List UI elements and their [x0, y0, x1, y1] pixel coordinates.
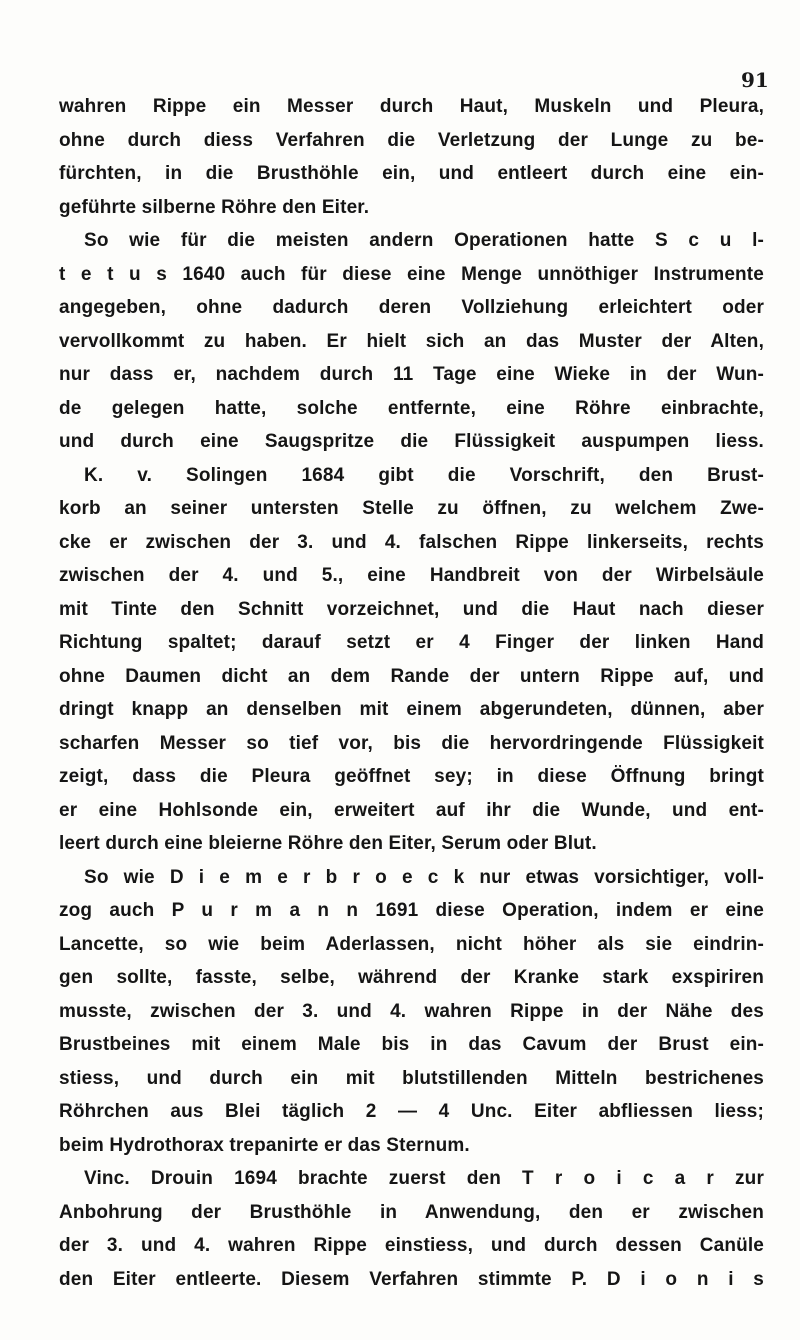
text-line: beim Hydrothorax trepanirte er das Sternum. [59, 1134, 470, 1156]
text-line: Röhrchen aus Blei täglich 2 — 4 Unc. Eiter abfliessen liess; [59, 1101, 764, 1122]
text-line: angegeben, ohne dadurch deren Vollziehung erleichtert oder [59, 297, 764, 318]
text-line: wahren Rippe ein Messer durch Haut, Muskeln und Pleura, [59, 96, 764, 117]
text-line: Anbohrung der Brusthöhle in Anwendung, den er zwischen [59, 1201, 764, 1223]
text-line: stiess, und durch ein mit blutstillenden Mitteln bestrichenes [59, 1067, 764, 1089]
text-line: t e t u s 1640 auch für diese eine Menge unnöthiger Instrumente [59, 263, 764, 285]
body-text [59, 90, 764, 1296]
text-line: musste, zwischen der 3. und 4. wahren Rippe in der Nähe des [59, 1000, 764, 1022]
text-line: Lancette, so wie beim Aderlassen, nicht höher als sie eindrin- [59, 933, 764, 955]
page-number: 91 [741, 68, 769, 92]
text-line: gen sollte, fasste, selbe, während der Kranke stark exspiriren [59, 967, 764, 988]
text-line: der 3. und 4. wahren Rippe einstiess, und durch dessen Canüle [59, 1235, 764, 1256]
text-line: zog auch P u r m a n n 1691 diese Operation, indem er eine [59, 900, 764, 921]
text-line: zwischen der 4. und 5., eine Handbreit von der Wirbelsäule [59, 565, 764, 586]
text-line: de gelegen hatte, solche entfernte, eine Röhre einbrachte, [59, 397, 764, 419]
text-line: korb an seiner untersten Stelle zu öffnen, zu welchem Zwe- [59, 498, 764, 519]
text-line: scharfen Messer so tief vor, bis die hervordringende Flüssigkeit [59, 732, 764, 754]
text-line: cke er zwischen der 3. und 4. falschen Rippe linkerseits, rechts [59, 531, 764, 553]
text-line: ohne Daumen dicht an dem Rande der untern Rippe auf, und [59, 665, 764, 687]
text-line: und durch eine Saugspritze die Flüssigkeit auspumpen liess. [59, 431, 764, 452]
text-line: Brustbeines mit einem Male bis in das Cavum der Brust ein- [59, 1034, 764, 1055]
text-line: mit Tinte den Schnitt vorzeichnet, und die Haut nach dieser [59, 598, 764, 620]
text-line: So wie für die meisten andern Operationen hatte S c u l- [84, 230, 764, 251]
text-line: So wie D i e m e r b r o e c k nur etwas vorsichtiger, voll- [84, 866, 764, 888]
text-line: den Eiter entleerte. Diesem Verfahren stimmte P. D i o n i s [59, 1268, 764, 1290]
text-line: ohne durch diess Verfahren die Verletzung der Lunge zu be- [59, 129, 764, 151]
text-line: er eine Hohlsonde ein, erweitert auf ihr die Wunde, und ent- [59, 799, 764, 821]
text-line: nur dass er, nachdem durch 11 Tage eine Wieke in der Wun- [59, 364, 764, 385]
text-line: fürchten, in die Brusthöhle ein, und entleert durch eine ein- [59, 163, 764, 184]
text-line: vervollkommt zu haben. Er hielt sich an das Muster der Alten, [59, 330, 764, 352]
text-line: Richtung spaltet; darauf setzt er 4 Finger der linken Hand [59, 632, 764, 653]
text-line: dringt knapp an denselben mit einem abgerundeten, dünnen, aber [59, 699, 764, 720]
text-line: K. v. Solingen 1684 gibt die Vorschrift, den Brust- [84, 464, 764, 486]
text-line: zeigt, dass die Pleura geöffnet sey; in diese Öffnung bringt [59, 766, 764, 787]
text-line: geführte silberne Röhre den Eiter. [59, 196, 370, 218]
text-line: Vinc. Drouin 1694 brachte zuerst den T r o i c a r zur [84, 1168, 764, 1189]
text-line: leert durch eine bleierne Röhre den Eiter, Serum oder Blut. [59, 833, 597, 854]
